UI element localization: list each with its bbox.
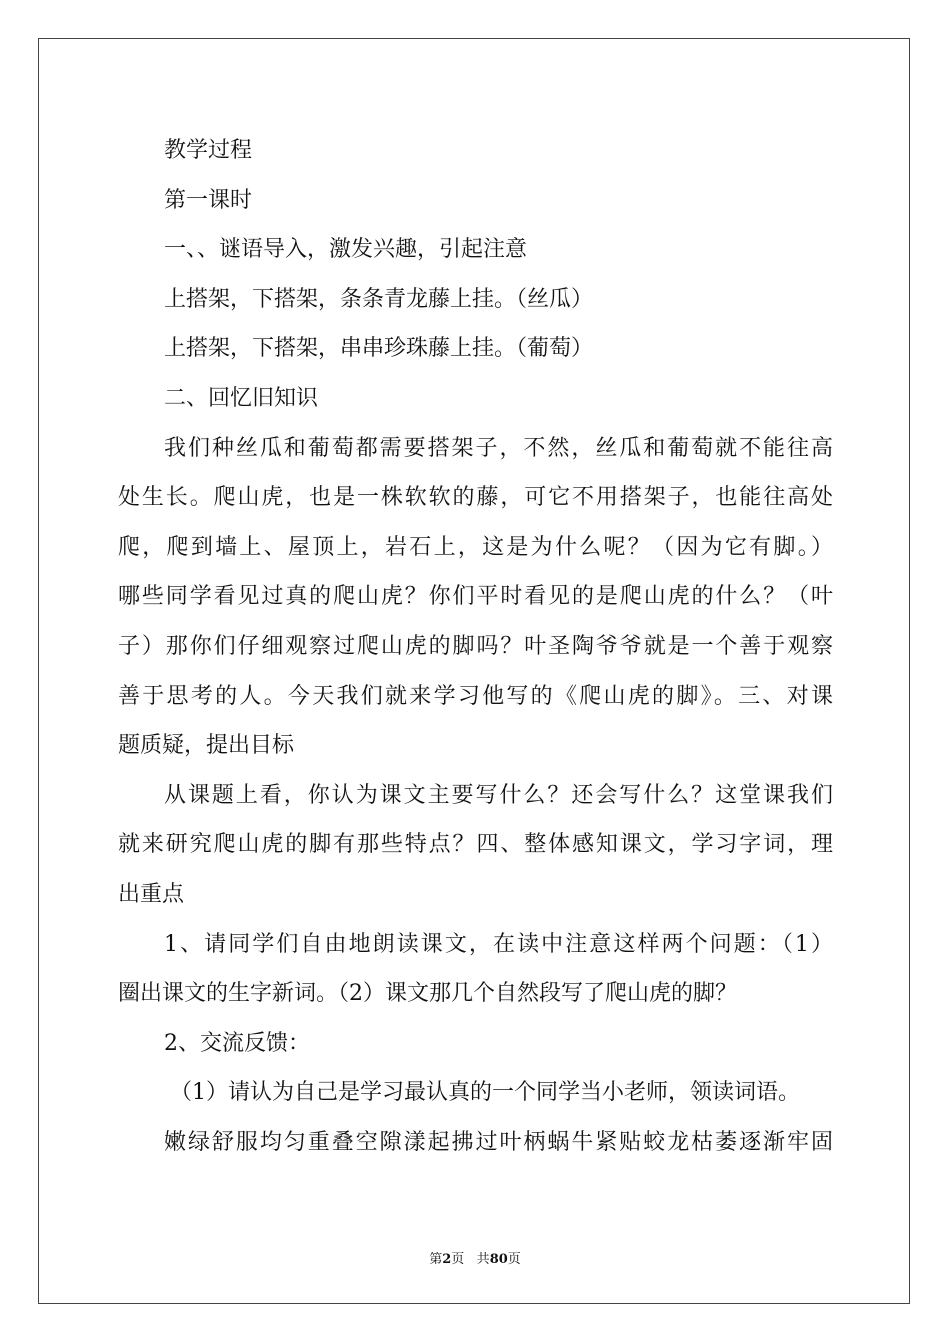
text-line: 圈出课文的生字新词。（2）课文那几个自然段写了爬山虎的脚？ (118, 981, 737, 1007)
text-line: 从课题上看，你认为课文主要写什么？还会写什么？这堂课我们 (164, 782, 833, 808)
total-suffix: 页 (507, 1252, 521, 1267)
text-line: 处生长。爬山虎，也是一株软软的藤，可它不用搭架子，也能往高处 (118, 485, 833, 511)
text-line: 二、回忆旧知识 (164, 385, 319, 411)
text-line: 我们种丝瓜和葡萄都需要搭架子，不然，丝瓜和葡萄就不能往高 (164, 435, 833, 461)
text-line: 出重点 (118, 881, 185, 907)
text-line: 上搭架，下搭架，条条青龙藤上挂。（丝瓜） (164, 286, 594, 312)
page-footer (0, 1248, 950, 1267)
text-line: （1）请认为自己是学习最认真的一个同学当小老师，领读词语。 (170, 1080, 800, 1106)
text-line: 嫩绿舒服均匀重叠空隙漾起拂过叶柄蜗牛紧贴蛟龙枯萎逐渐牢固 (164, 1129, 833, 1155)
page-number: 2 (442, 1252, 452, 1267)
text-line: 哪些同学看见过真的爬山虎？你们平时看见的是爬山虎的什么？（叶 (118, 584, 833, 610)
text-line: 1、请同学们自由地朗读课文，在读中注意这样两个问题：（1） (164, 931, 833, 957)
text-line: 题质疑，提出目标 (118, 733, 295, 759)
text-line: 教学过程 (164, 138, 253, 163)
total-prefix: 共 (476, 1252, 490, 1267)
text-line: 爬，爬到墙上、屋顶上，岩石上，这是为什么呢？（因为它有脚。） (118, 534, 833, 560)
total-number: 80 (489, 1252, 508, 1267)
text-line: 上搭架，下搭架，串串珍珠藤上挂。（葡萄） (164, 336, 594, 362)
page-prefix: 第 (429, 1252, 443, 1267)
text-line: 第一课时 (164, 187, 253, 213)
page-suffix: 页 (451, 1252, 465, 1267)
document-body (118, 126, 833, 1167)
text-line: 就来研究爬山虎的脚有那些特点？四、整体感知课文，学习字词，理 (118, 832, 833, 858)
text-line: 2、交流反馈： (164, 1030, 310, 1056)
text-line: 子）那你们仔细观察过爬山虎的脚吗？叶圣陶爷爷就是一个善于观察 (118, 633, 833, 659)
text-line: 一、、谜语导入，激发兴趣，引起注意 (164, 237, 528, 263)
text-line: 善于思考的人。今天我们就来学习他写的《爬山虎的脚》。三、对课 (118, 683, 833, 709)
